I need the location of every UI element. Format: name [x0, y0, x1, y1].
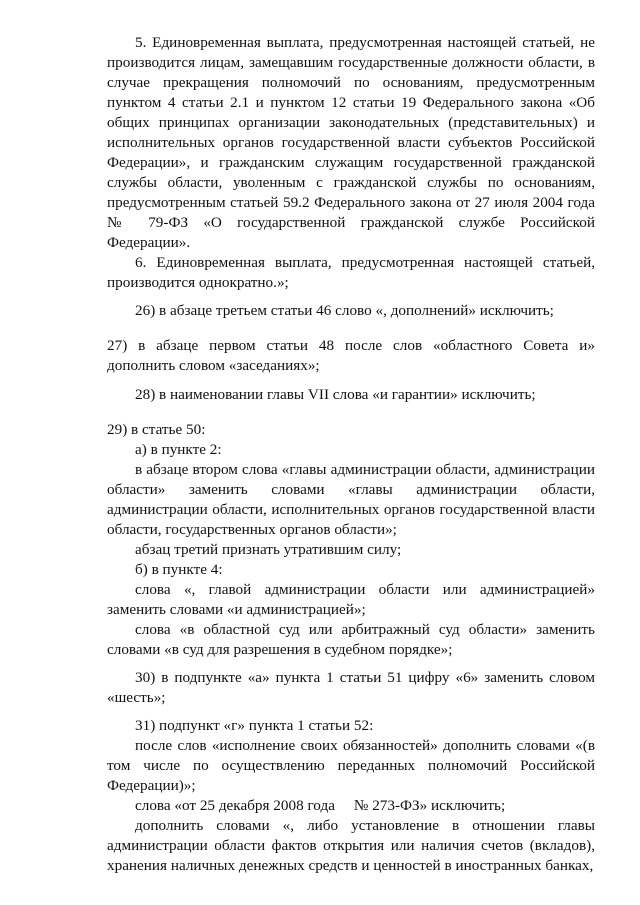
item-27: 27) в абзаце первом статьи 48 после слов «областного Совета и» дополнить словом «заседаниях»;: [107, 337, 595, 374]
item-31-a: после слов «исполнение своих обязанностей» дополнить словами «(в том числе по осуществлению переданных полномочий Российской Федерации)»;: [107, 737, 595, 794]
item-29: 29) в статье 50:: [107, 421, 206, 438]
paragraph-6: 6. Единовременная выплата, предусмотренная настоящей статьей, производится однократно.»;: [107, 254, 595, 291]
item-29-a-2: абзац третий признать утратившим силу;: [135, 541, 402, 558]
item-29-b-2: слова «в областной суд или арбитражный суд области» заменить словами «в суд для разрешения в судебном порядке»;: [107, 621, 595, 658]
item-31-b: слова «от 25 декабря 2008 года № 273-ФЗ» исключить;: [135, 797, 506, 814]
paragraph-5: 5. Единовременная выплата, предусмотренная настоящей статьей, не производится лицам, замещавшим государственные должности области, в случае прекращения полномочий по основаниям, предусмотренным пунктом 4 статьи 2.1 и пунктом 12 статьи 19 Федерального закона «Об общих принципах организации законодательных (представительных) и исполнительных органов государственной власти субъектов Российской Федерации», и гражданским служащим государственной гражданской службы области, уволенным с гражданской службы по основаниям, предусмотренным статьей 59.2 Федерального закона от 27 июля 2004 года № 79-ФЗ «О государственной гражданской службе Российской Федерации».: [107, 34, 595, 251]
item-29-b-1: слова «, главой администрации области или администрацией» заменить словами «и администрацией»;: [107, 581, 595, 618]
item-31: 31) подпункт «г» пункта 1 статьи 52:: [135, 717, 374, 734]
item-29-a: а) в пункте 2:: [135, 441, 222, 458]
item-31-c: дополнить словами «, либо установление в отношении главы администрации области фактов открытия или наличия счетов (вкладов), хранения наличных денежных средств и ценностей в иностранных банках,: [107, 817, 595, 874]
item-26: 26) в абзаце третьем статьи 46 слово «, дополнений» исключить;: [135, 302, 554, 319]
item-28: 28) в наименовании главы VII слова «и гарантии» исключить;: [135, 386, 536, 403]
item-30: 30) в подпункте «а» пункта 1 статьи 51 цифру «6» заменить словом «шесть»;: [107, 669, 595, 706]
item-29-a-1: в абзаце втором слова «главы администрации области, администрации области» заменить словами «главы администрации области, администрации области, исполнительных органов государственной власти области, государственных органов области»;: [107, 461, 595, 538]
item-29-b: б) в пункте 4:: [135, 561, 223, 578]
